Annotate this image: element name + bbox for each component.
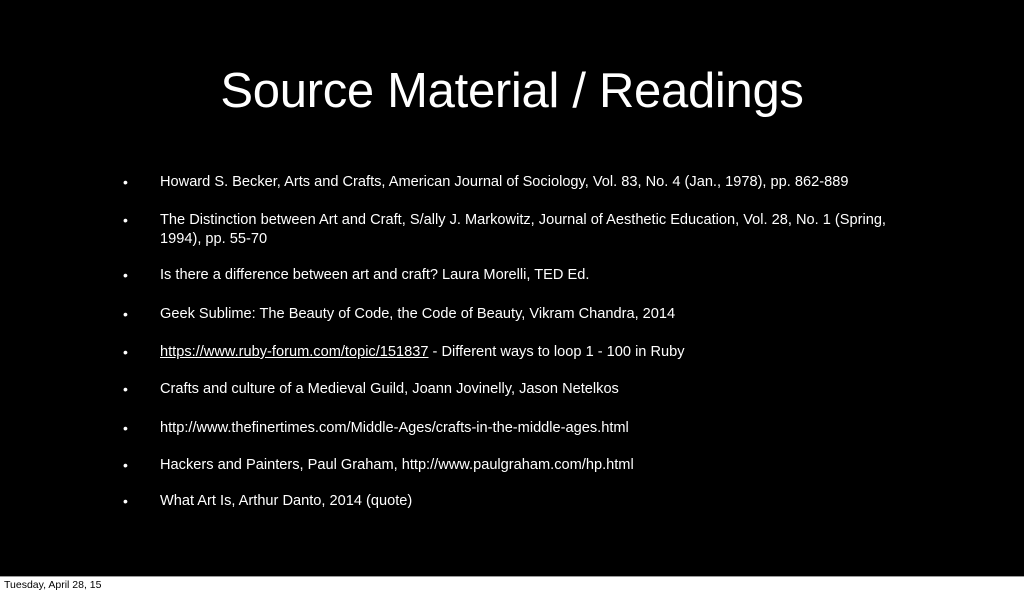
- reading-text: What Art Is, Arthur Danto, 2014 (quote): [160, 493, 413, 509]
- bullet-icon: •: [123, 381, 128, 397]
- reading-text: Howard S. Becker, Arts and Crafts, American Journal of Sociology, Vol. 83, No. 4 (Jan., 1978), pp. 862-889: [160, 174, 849, 190]
- slide-title: Source Material / Readings: [220, 64, 804, 118]
- reading-item-graham: [123, 456, 930, 475]
- reading-item-medieval-guild: [123, 380, 930, 399]
- reading-text: http://www.thefinertimes.com/Middle-Ages/crafts-in-the-middle-ages.html: [160, 420, 629, 436]
- reading-text: Geek Sublime: The Beauty of Code, the Code of Beauty, Vikram Chandra, 2014: [160, 306, 676, 322]
- ruby-forum-link[interactable]: https://www.ruby-forum.com/topic/151837: [160, 344, 429, 360]
- bullet-icon: •: [123, 267, 128, 283]
- bullet-icon: •: [123, 420, 128, 436]
- reading-item-markowitz: [123, 211, 930, 249]
- bullet-icon: •: [123, 306, 128, 322]
- reading-text: - Different ways to loop 1 - 100 in Ruby: [428, 344, 685, 360]
- bullet-icon: •: [123, 174, 128, 190]
- reading-item-ruby-forum: [123, 343, 930, 362]
- reading-item-morelli: [123, 266, 930, 285]
- reading-text: The Distinction between Art and Craft, S/ally J. Markowitz, Journal of Aesthetic Education, Vol. 28, No. 1 (Spring, 1994), pp. 55-70: [160, 212, 886, 247]
- reading-item-chandra: [123, 305, 930, 324]
- footer-bar: [0, 576, 1024, 592]
- footer-date: Tuesday, April 28, 15: [4, 579, 102, 591]
- reading-item-danto: [123, 492, 930, 511]
- reading-item-becker: [123, 173, 930, 192]
- reading-item-finer-times: [123, 419, 930, 438]
- bullet-icon: •: [123, 457, 128, 473]
- reading-text: Hackers and Painters, Paul Graham, http://www.paulgraham.com/hp.html: [160, 457, 634, 473]
- bullet-icon: •: [123, 344, 128, 360]
- reading-text: Is there a difference between art and craft? Laura Morelli, TED Ed.: [160, 267, 590, 283]
- bullet-icon: •: [123, 493, 128, 509]
- bullet-icon: •: [123, 212, 128, 228]
- reading-text: Crafts and culture of a Medieval Guild, Joann Jovinelly, Jason Netelkos: [160, 381, 619, 397]
